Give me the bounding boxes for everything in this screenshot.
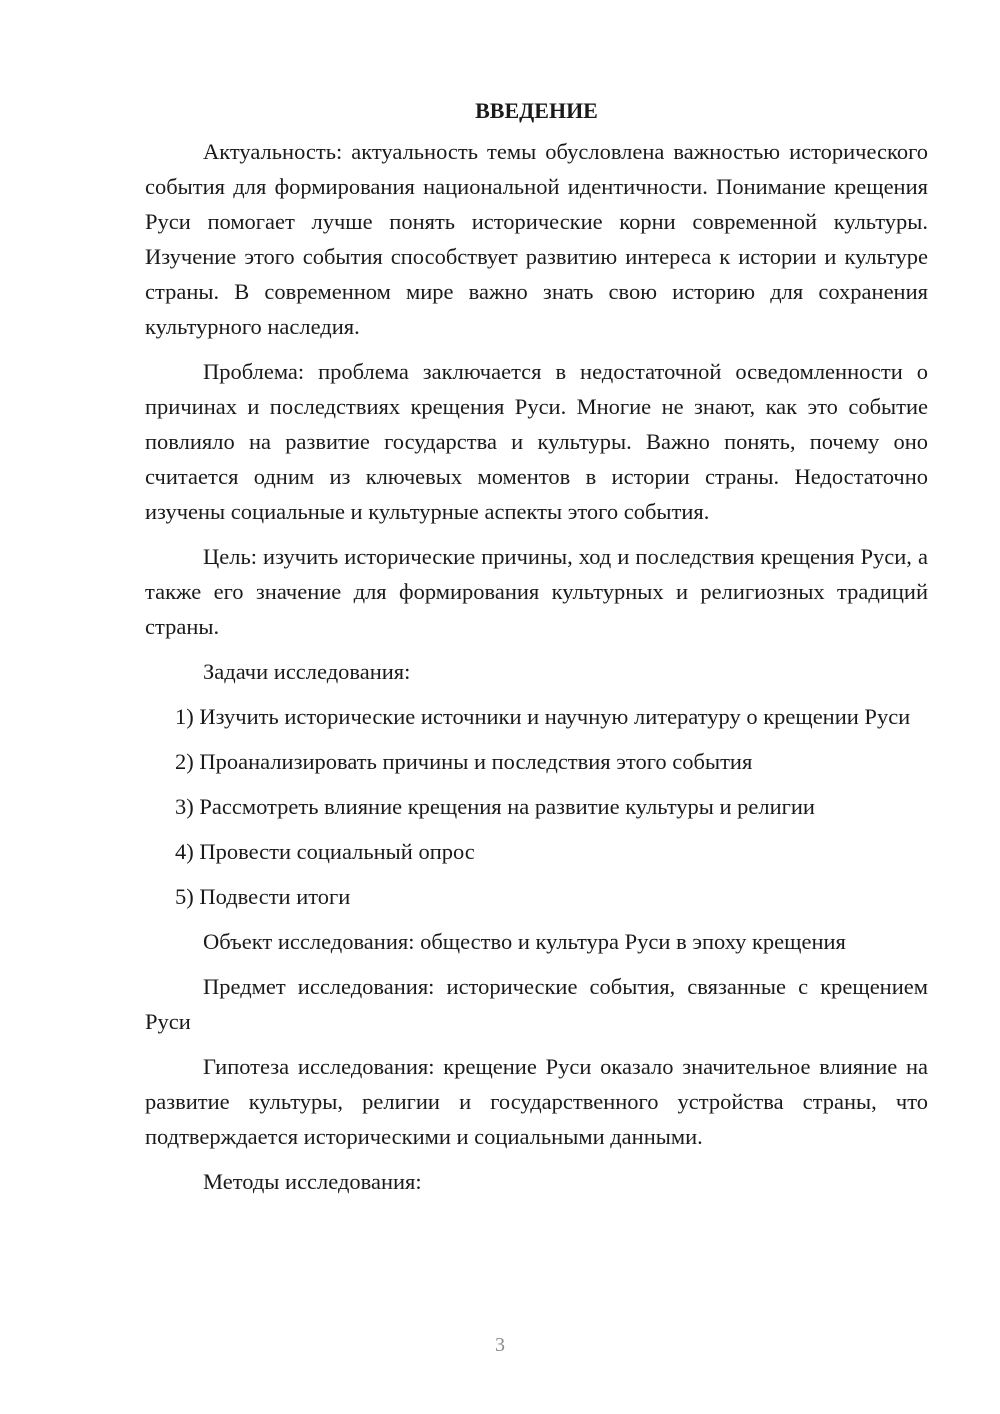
page-content xyxy=(145,93,928,1209)
task-item-2: 2) Проанализировать причины и последствия этого события xyxy=(175,749,753,774)
methods-heading: Методы исследования: xyxy=(203,1169,422,1194)
relevance-paragraph: Актуальность: актуальность темы обусловлена важностью исторического события для формирования национальной идентичности. Понимание крещения Руси помогает лучше понять исторические корни современной культуры. Изучение этого события способствует развитию интереса к истории и культуре страны. В современном мире важно знать свою историю для сохранения культурного наследия. xyxy=(145,139,928,339)
task-item-3: 3) Рассмотреть влияние крещения на развитие культуры и религии xyxy=(175,794,815,819)
object-paragraph: Объект исследования: общество и культура Руси в эпоху крещения xyxy=(203,929,846,954)
hypothesis-paragraph: Гипотеза исследования: крещение Руси оказало значительное влияние на развитие культуры, религии и государственного устройства страны, что подтверждается историческими и социальными данными. xyxy=(145,1054,928,1149)
subject-paragraph: Предмет исследования: исторические события, связанные с крещением Руси xyxy=(145,974,928,1034)
task-item-4: 4) Провести социальный опрос xyxy=(175,839,475,864)
page-number: 3 xyxy=(495,1334,505,1356)
task-item-5: 5) Подвести итоги xyxy=(175,884,351,909)
tasks-heading: Задачи исследования: xyxy=(203,659,411,684)
goal-paragraph: Цель: изучить исторические причины, ход и последствия крещения Руси, а также его значение для формирования культурных и религиозных традиций страны. xyxy=(145,544,928,639)
section-title: ВВЕДЕНИЕ xyxy=(475,98,598,123)
task-item-1: 1) Изучить исторические источники и научную литературу о крещении Руси xyxy=(175,704,911,729)
problem-paragraph: Проблема: проблема заключается в недостаточной осведомленности о причинах и последствиях крещения Руси. Многие не знают, как это событие повлияло на развитие государства и культуры. Важно понять, почему оно считается одним из ключевых моментов в истории страны. Недостаточно изучены социальные и культурные аспекты этого события. xyxy=(145,359,928,524)
